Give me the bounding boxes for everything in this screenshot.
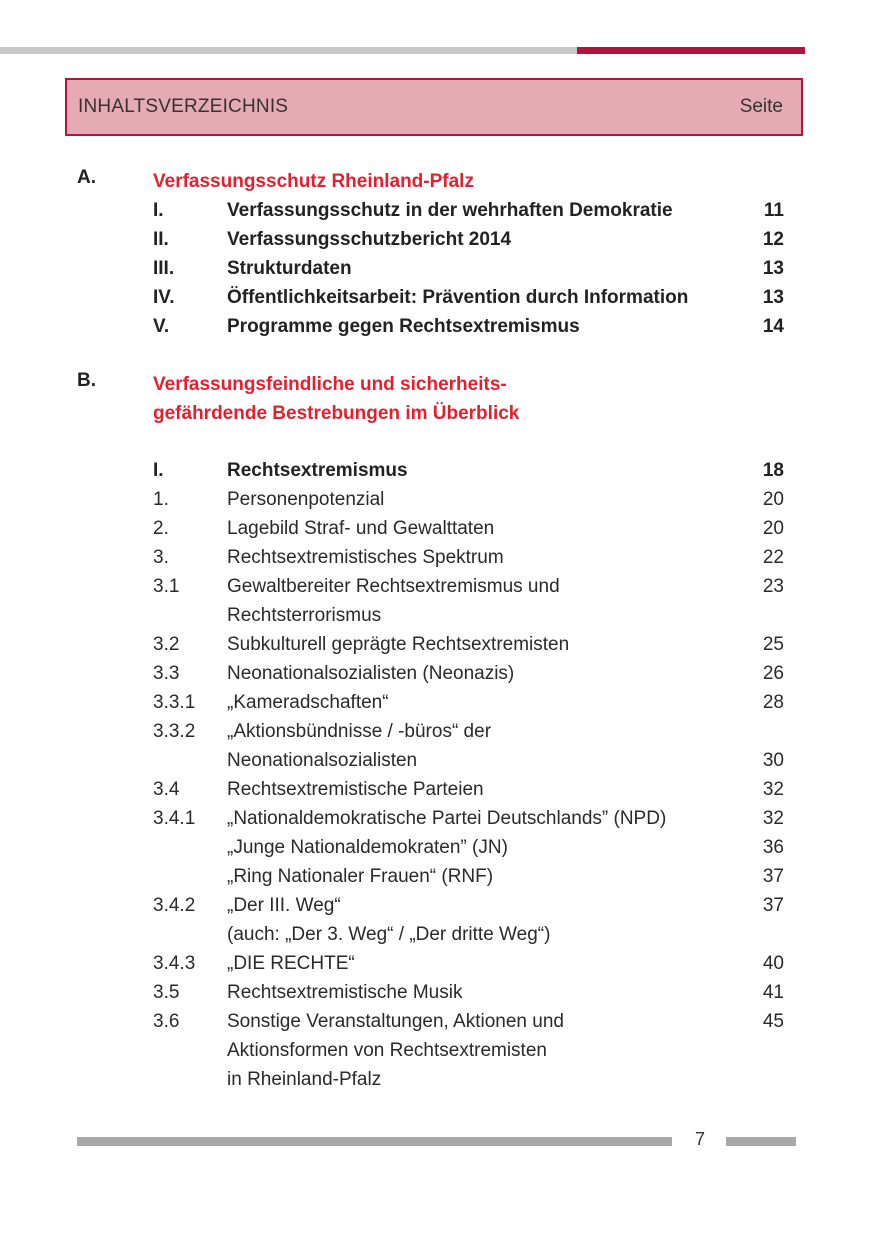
entry-number: III. [153,258,175,279]
entry-number: I. [153,200,164,221]
entry-page: 12 [762,229,784,250]
entry-text: Aktionsformen von Rechtsextremisten [227,1040,547,1061]
entry-page: 45 [762,1011,784,1032]
entry-page: 32 [762,808,784,829]
toc-entry [0,978,875,1007]
entry-number: 3. [153,547,169,568]
entry-text: „Der III. Weg“ [227,895,341,916]
toc-entry [0,225,875,254]
entry-page: 25 [762,634,784,655]
toc-entry-continuation [0,601,875,630]
entry-page: 20 [762,489,784,510]
entry-page: 18 [762,460,784,481]
toc-entry [0,804,875,833]
entry-text: Sonstige Veranstaltungen, Aktionen und [227,1011,564,1032]
entry-page: 30 [762,750,784,771]
entry-text: Öffentlichkeitsarbeit: Prävention durch Information [227,287,689,308]
toc-entry [0,949,875,978]
entry-number: 3.4 [153,779,180,800]
toc-entry [0,543,875,572]
entry-number: I. [153,460,164,481]
entry-number: 3.1 [153,576,180,597]
entry-page: 36 [762,837,784,858]
toc-entry [0,862,875,891]
entry-text: (auch: „Der 3. Weg“ / „Der dritte Weg“) [227,924,551,945]
toc-entry [0,659,875,688]
toc-entry [0,775,875,804]
toc-entry [0,485,875,514]
entry-number: 3.3.1 [153,692,196,713]
entry-text: Subkulturell geprägte Rechtsextremisten [227,634,570,655]
entry-page: 11 [763,200,784,221]
entry-number: 3.4.2 [153,895,196,916]
entry-page: 32 [762,779,784,800]
toc-entry-continuation [0,746,875,775]
entry-text: Rechtsextremismus [227,460,408,481]
toc-entry [0,283,875,312]
entry-page: 40 [762,953,784,974]
entry-text: Neonationalsozialisten [227,750,418,771]
entry-text: „Ring Nationaler Frauen“ (RNF) [227,866,494,887]
entry-text: Gewaltbereiter Rechtsextremismus und [227,576,560,597]
toc-entry [0,833,875,862]
entry-number: 3.3 [153,663,180,684]
entry-number: IV. [153,287,175,308]
entry-text: Verfassungsschutz in der wehrhaften Demokratie [227,200,673,221]
toc-header [65,78,803,136]
section-title-a: Verfassungsschutz Rheinland-Pfalz [153,171,474,192]
entry-page: 37 [762,895,784,916]
entry-number: II. [153,229,169,250]
entry-text: Rechtsextremistische Parteien [227,779,484,800]
entry-text: Lagebild Straf- und Gewalttaten [227,518,495,539]
entry-number: 3.6 [153,1011,180,1032]
toc-entry [0,514,875,543]
entry-text: Programme gegen Rechtsextremismus [227,316,580,337]
entry-text: Verfassungsschutzbericht 2014 [227,229,512,250]
toc-entry [0,717,875,746]
entry-text: „Kameradschaften“ [227,692,389,713]
entry-number: 3.4.1 [153,808,196,829]
entry-text: Strukturdaten [227,258,352,279]
toc-entry [0,572,875,601]
section-letter-a: A. [77,167,96,188]
section-title-b-line1: Verfassungsfeindliche und sicherheits- [153,374,507,395]
section-title-b-line2: gefährdende Bestrebungen im Überblick [153,403,520,424]
entry-text: Rechtsterrorismus [227,605,382,626]
entry-page: 13 [762,258,784,279]
entry-page: 37 [762,866,784,887]
entry-page: 26 [762,663,784,684]
top-divider-red [577,47,805,54]
entry-page: 22 [762,547,784,568]
entry-text: „Aktionsbündnisse / -büros“ der [227,721,492,742]
entry-page: 41 [762,982,784,1003]
entry-text: in Rheinland-Pfalz [227,1069,382,1090]
toc-entry [0,196,875,225]
toc-entry [0,254,875,283]
page-number: 7 [694,1129,705,1149]
entry-number: 1. [153,489,169,510]
entry-text: Neonationalsozialisten (Neonazis) [227,663,515,684]
entry-page: 23 [762,576,784,597]
toc-title: INHALTSVERZEICHNIS [78,96,289,117]
toc-entry [0,891,875,920]
entry-page: 13 [762,287,784,308]
toc-entry [0,456,875,485]
entry-page: 20 [762,518,784,539]
entry-number: V. [153,316,170,337]
entry-page: 14 [762,316,784,337]
toc-page-label: Seite [739,96,783,117]
entry-number: 3.4.3 [153,953,196,974]
entry-number: 3.3.2 [153,721,196,742]
entry-text: „Nationaldemokratische Partei Deutschlands” (NPD) [227,808,667,829]
entry-text: „DIE RECHTE“ [227,953,355,974]
entry-number: 2. [153,518,169,539]
toc-entry-continuation [0,1065,875,1094]
toc-entry [0,630,875,659]
top-divider-grey [0,47,577,54]
entry-text: Personenpotenzial [227,489,385,510]
toc-entry-continuation [0,1036,875,1065]
entry-number: 3.5 [153,982,180,1003]
toc-entry [0,1007,875,1036]
entry-text: Rechtsextremistisches Spektrum [227,547,504,568]
toc-entry [0,688,875,717]
section-letter-b: B. [77,370,96,391]
entry-text: Rechtsextremistische Musik [227,982,463,1003]
footer-divider-left [77,1137,672,1146]
entry-number: 3.2 [153,634,180,655]
footer-divider-right [726,1137,796,1146]
entry-text: „Junge Nationaldemokraten” (JN) [227,837,508,858]
toc-entry [0,312,875,341]
entry-page: 28 [762,692,784,713]
toc-entry-continuation [0,920,875,949]
